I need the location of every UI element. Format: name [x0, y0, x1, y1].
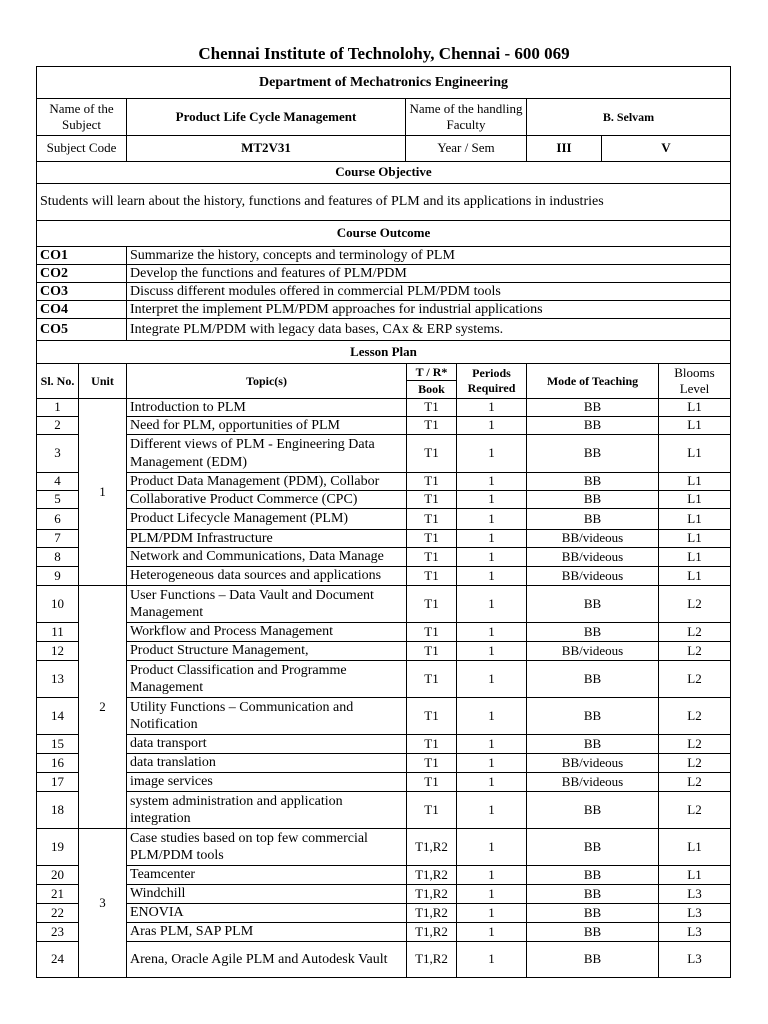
- subject-name: Product Life Cycle Management: [126, 98, 406, 136]
- row-periods: 1: [456, 490, 527, 509]
- table-row: [0, 416, 768, 435]
- row-periods: 1: [456, 434, 527, 473]
- row-book: T1: [406, 434, 457, 473]
- co-text: Summarize the history, concepts and terminology of PLM: [126, 246, 731, 265]
- row-mode: BB: [526, 697, 659, 735]
- row-book: T1: [406, 660, 457, 698]
- row-topic: system administration and application integration: [126, 791, 407, 829]
- row-sl: 3: [36, 434, 79, 473]
- subject-label: Name of the Subject: [36, 98, 127, 136]
- row-topic: ENOVIA: [126, 903, 407, 923]
- row-level: L1: [658, 566, 731, 586]
- row-sl: 13: [36, 660, 79, 698]
- table-row: [0, 941, 768, 978]
- row-mode: BB: [526, 941, 659, 978]
- row-mode: BB/videous: [526, 753, 659, 773]
- table-row: [0, 508, 768, 530]
- row-book: T1: [406, 547, 457, 567]
- table-row: [0, 865, 768, 885]
- row-book: T1: [406, 566, 457, 586]
- table-row: [0, 903, 768, 923]
- col-header-topic: Topic(s): [126, 363, 407, 399]
- co-code: CO2: [36, 264, 127, 283]
- unit-cell: 1: [78, 398, 127, 586]
- lesson-plan-heading: Lesson Plan: [36, 340, 731, 364]
- row-sl: 12: [36, 641, 79, 661]
- row-sl: 7: [36, 529, 79, 548]
- row-sl: 15: [36, 734, 79, 754]
- row-book: T1: [406, 641, 457, 661]
- row-periods: 1: [456, 622, 527, 642]
- objective-text: Students will learn about the history, functions and features of PLM and its applications in industries: [36, 183, 731, 221]
- row-level: L3: [658, 903, 731, 923]
- row-topic: data translation: [126, 753, 407, 773]
- row-mode: BB: [526, 660, 659, 698]
- row-sl: 4: [36, 472, 79, 491]
- row-book: T1: [406, 529, 457, 548]
- col-header-book: Book: [406, 380, 457, 399]
- row-topic: PLM/PDM Infrastructure: [126, 529, 407, 548]
- row-sl: 6: [36, 508, 79, 530]
- table-row: [0, 697, 768, 735]
- unit-cell: 2: [78, 585, 127, 829]
- table-row: [0, 547, 768, 567]
- row-topic: Collaborative Product Commerce (CPC): [126, 490, 407, 509]
- row-topic: image services: [126, 772, 407, 792]
- row-topic: Case studies based on top few commercial PLM/PDM tools: [126, 828, 407, 866]
- table-row: [0, 490, 768, 509]
- co-code: CO4: [36, 300, 127, 319]
- col-header-periods: Periods Required: [456, 363, 527, 399]
- co-text: Integrate PLM/PDM with legacy data bases, CAx & ERP systems.: [126, 318, 731, 341]
- row-level: L3: [658, 922, 731, 942]
- row-topic: User Functions – Data Vault and Document Management: [126, 585, 407, 623]
- row-mode: BB: [526, 865, 659, 885]
- row-sl: 14: [36, 697, 79, 735]
- col-header-unit: Unit: [78, 363, 127, 399]
- row-topic: Arena, Oracle Agile PLM and Autodesk Vault: [126, 941, 407, 978]
- row-book: T1,R2: [406, 865, 457, 885]
- row-topic: Heterogeneous data sources and applications: [126, 566, 407, 586]
- row-periods: 1: [456, 884, 527, 904]
- co-code: CO5: [36, 318, 127, 341]
- co-text: Discuss different modules offered in commercial PLM/PDM tools: [126, 282, 731, 301]
- year-value: III: [526, 135, 602, 162]
- row-book: T1: [406, 791, 457, 829]
- table-row: [0, 622, 768, 642]
- table-row: [0, 660, 768, 698]
- row-mode: BB: [526, 490, 659, 509]
- row-periods: 1: [456, 772, 527, 792]
- row-mode: BB: [526, 734, 659, 754]
- co-code: CO3: [36, 282, 127, 301]
- row-level: L1: [658, 490, 731, 509]
- row-mode: BB/videous: [526, 529, 659, 548]
- row-periods: 1: [456, 865, 527, 885]
- row-level: L1: [658, 865, 731, 885]
- row-book: T1: [406, 772, 457, 792]
- row-periods: 1: [456, 660, 527, 698]
- row-sl: 24: [36, 941, 79, 978]
- co-text: Interpret the implement PLM/PDM approaches for industrial applications: [126, 300, 731, 319]
- row-book: T1: [406, 472, 457, 491]
- row-mode: BB: [526, 922, 659, 942]
- row-level: L3: [658, 884, 731, 904]
- row-periods: 1: [456, 472, 527, 491]
- row-mode: BB: [526, 791, 659, 829]
- row-topic: Product Classification and Programme Management: [126, 660, 407, 698]
- col-header-sl: Sl. No.: [36, 363, 79, 399]
- faculty-label: Name of the handling Faculty: [405, 98, 527, 136]
- row-sl: 5: [36, 490, 79, 509]
- row-book: T1: [406, 734, 457, 754]
- table-row: [0, 922, 768, 942]
- subject-code: MT2V31: [126, 135, 406, 162]
- table-row: [0, 772, 768, 792]
- table-row: [0, 734, 768, 754]
- row-periods: 1: [456, 508, 527, 530]
- row-level: L2: [658, 772, 731, 792]
- row-topic: Introduction to PLM: [126, 398, 407, 417]
- department-title: Department of Mechatronics Engineering: [36, 66, 731, 99]
- row-book: T1: [406, 622, 457, 642]
- table-row: [0, 398, 768, 417]
- row-mode: BB: [526, 828, 659, 866]
- row-periods: 1: [456, 416, 527, 435]
- row-periods: 1: [456, 903, 527, 923]
- table-row: [0, 753, 768, 773]
- row-sl: 21: [36, 884, 79, 904]
- year-sem-label: Year / Sem: [405, 135, 527, 162]
- unit-cell: 3: [78, 828, 127, 978]
- row-mode: BB/videous: [526, 547, 659, 567]
- row-topic: Different views of PLM - Engineering Data Management (EDM): [126, 434, 407, 473]
- row-mode: BB/videous: [526, 641, 659, 661]
- row-periods: 1: [456, 641, 527, 661]
- institute-title: Chennai Institute of Technolohy, Chennai - 600 069: [198, 44, 570, 63]
- table-row: [0, 884, 768, 904]
- row-level: L2: [658, 585, 731, 623]
- row-mode: BB/videous: [526, 772, 659, 792]
- table-row: [0, 472, 768, 491]
- row-sl: 17: [36, 772, 79, 792]
- row-mode: BB/videous: [526, 566, 659, 586]
- row-book: T1: [406, 398, 457, 417]
- row-topic: data transport: [126, 734, 407, 754]
- row-mode: BB: [526, 903, 659, 923]
- row-sl: 9: [36, 566, 79, 586]
- objective-heading: Course Objective: [36, 161, 731, 184]
- row-periods: 1: [456, 547, 527, 567]
- row-periods: 1: [456, 398, 527, 417]
- table-row: [0, 529, 768, 548]
- outcome-heading: Course Outcome: [36, 220, 731, 247]
- row-mode: BB: [526, 434, 659, 473]
- code-label: Subject Code: [36, 135, 127, 162]
- row-sl: 23: [36, 922, 79, 942]
- row-sl: 11: [36, 622, 79, 642]
- row-mode: BB: [526, 472, 659, 491]
- row-topic: Product Data Management (PDM), Collabor: [126, 472, 407, 491]
- row-level: L1: [658, 416, 731, 435]
- row-level: L1: [658, 529, 731, 548]
- row-mode: BB: [526, 416, 659, 435]
- row-sl: 1: [36, 398, 79, 417]
- col-header-blooms: Blooms Level: [658, 363, 731, 399]
- row-topic: Product Structure Management,: [126, 641, 407, 661]
- row-sl: 20: [36, 865, 79, 885]
- row-book: T1: [406, 697, 457, 735]
- row-mode: BB: [526, 884, 659, 904]
- row-level: L1: [658, 547, 731, 567]
- row-mode: BB: [526, 622, 659, 642]
- co-text: Develop the functions and features of PLM/PDM: [126, 264, 731, 283]
- row-book: T1,R2: [406, 828, 457, 866]
- table-row: [0, 434, 768, 473]
- row-periods: 1: [456, 585, 527, 623]
- row-level: L2: [658, 753, 731, 773]
- row-periods: 1: [456, 922, 527, 942]
- row-level: L2: [658, 660, 731, 698]
- row-sl: 19: [36, 828, 79, 866]
- row-periods: 1: [456, 566, 527, 586]
- row-book: T1: [406, 753, 457, 773]
- row-mode: BB: [526, 398, 659, 417]
- row-sl: 22: [36, 903, 79, 923]
- row-topic: Aras PLM, SAP PLM: [126, 922, 407, 942]
- row-book: T1,R2: [406, 884, 457, 904]
- faculty-name: B. Selvam: [526, 98, 731, 136]
- row-level: L2: [658, 641, 731, 661]
- row-mode: BB: [526, 585, 659, 623]
- row-level: L1: [658, 508, 731, 530]
- row-mode: BB: [526, 508, 659, 530]
- row-sl: 2: [36, 416, 79, 435]
- row-periods: 1: [456, 791, 527, 829]
- row-level: L3: [658, 941, 731, 978]
- row-level: L2: [658, 697, 731, 735]
- row-periods: 1: [456, 828, 527, 866]
- table-row: [0, 641, 768, 661]
- table-row: [0, 791, 768, 829]
- row-book: T1,R2: [406, 903, 457, 923]
- row-periods: 1: [456, 941, 527, 978]
- row-level: L1: [658, 398, 731, 417]
- row-periods: 1: [456, 734, 527, 754]
- row-topic: Teamcenter: [126, 865, 407, 885]
- row-level: L1: [658, 828, 731, 866]
- row-topic: Workflow and Process Management: [126, 622, 407, 642]
- row-level: L2: [658, 622, 731, 642]
- row-book: T1: [406, 490, 457, 509]
- row-book: T1,R2: [406, 922, 457, 942]
- table-row: [0, 566, 768, 586]
- row-level: L1: [658, 472, 731, 491]
- row-topic: Utility Functions – Communication and Notification: [126, 697, 407, 735]
- row-sl: 10: [36, 585, 79, 623]
- row-topic: Windchill: [126, 884, 407, 904]
- row-periods: 1: [456, 529, 527, 548]
- row-periods: 1: [456, 753, 527, 773]
- row-book: T1: [406, 416, 457, 435]
- row-topic: Need for PLM, opportunities of PLM: [126, 416, 407, 435]
- table-row: [0, 585, 768, 623]
- row-book: T1,R2: [406, 941, 457, 978]
- row-topic: Product Lifecycle Management (PLM): [126, 508, 407, 530]
- row-sl: 18: [36, 791, 79, 829]
- row-book: T1: [406, 585, 457, 623]
- row-level: L2: [658, 734, 731, 754]
- row-level: L2: [658, 791, 731, 829]
- col-header-mode: Mode of Teaching: [526, 363, 659, 399]
- row-topic: Network and Communications, Data Manage: [126, 547, 407, 567]
- row-sl: 8: [36, 547, 79, 567]
- sem-value: V: [601, 135, 731, 162]
- row-book: T1: [406, 508, 457, 530]
- row-periods: 1: [456, 697, 527, 735]
- table-row: [0, 828, 768, 866]
- row-level: L1: [658, 434, 731, 473]
- col-header-tr: T / R*: [406, 363, 457, 381]
- co-code: CO1: [36, 246, 127, 265]
- row-sl: 16: [36, 753, 79, 773]
